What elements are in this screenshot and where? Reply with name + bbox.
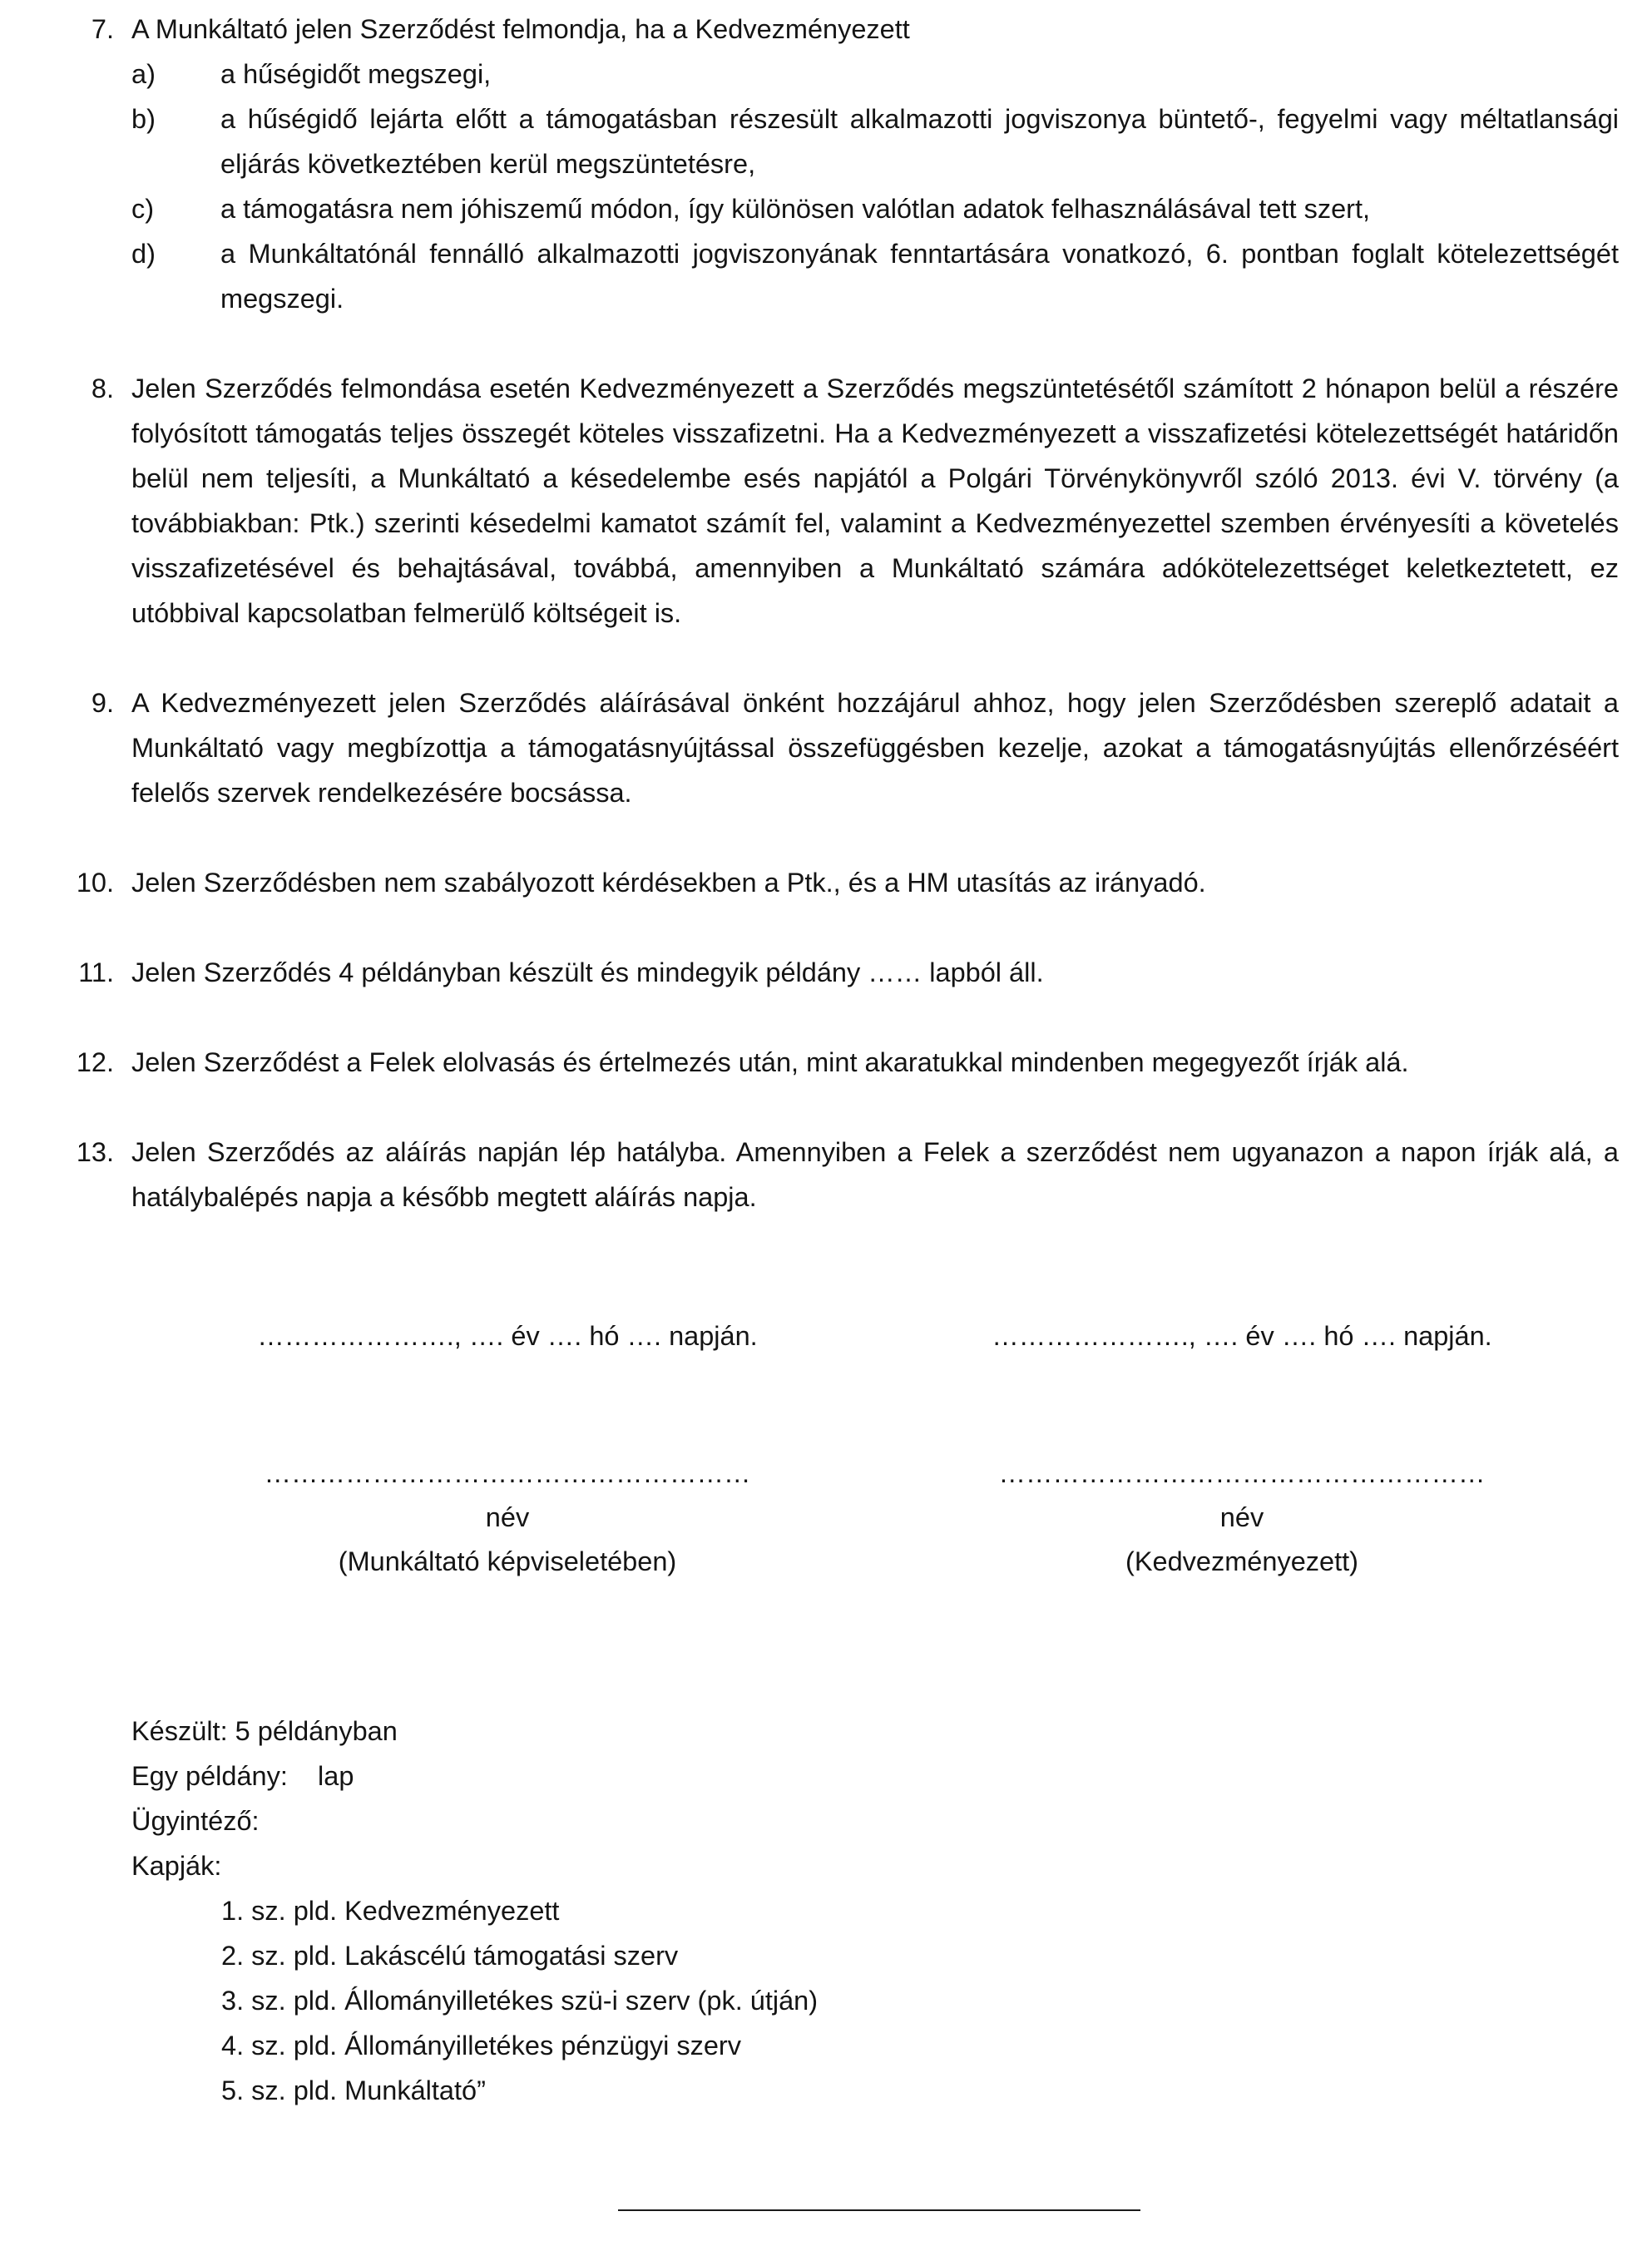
- subclause-text: a hűségidő lejárta előtt a támogatásban részesült alkalmazotti jogviszonya büntető-, fegyelmi vagy méltatlansági eljárás következtében kerül megszüntetésre,: [220, 104, 1619, 179]
- subclause-text: a hűségidőt megszegi,: [220, 59, 492, 89]
- list-item: 5. sz. pld. Munkáltató”: [221, 2075, 486, 2105]
- signature-line-right: ………………………………………………: [998, 1458, 1486, 1488]
- list-item: 2. sz. pld. Lakáscélú támogatási szerv: [221, 1941, 679, 1971]
- subclause-a: [131, 52, 1619, 96]
- list-item: 4. sz. pld. Állományilletékes pénzügyi szerv: [221, 2031, 742, 2060]
- signature-name-left: név: [485, 1502, 530, 1532]
- signature-role-right: (Kedvezményezett): [1125, 1546, 1358, 1576]
- subclause-letter: b): [131, 104, 156, 134]
- clause-9: [71, 680, 1619, 815]
- clause-text: Jelen Szerződést a Felek elolvasás és értelmezés után, mint akaratukkal mindenben megegyezőt írják alá.: [131, 1047, 1409, 1077]
- subclause-letter: a): [131, 59, 156, 89]
- subclause-letter: d): [131, 239, 156, 269]
- clause-text: Jelen Szerződés 4 példányban készült és mindegyik példány …… lapból áll.: [131, 957, 1044, 987]
- list-item: 3. sz. pld. Állományilletékes szü-i szerv (pk. útján): [221, 1986, 819, 2016]
- signature-date-right: …………………., …. év …. hó …. napján.: [992, 1321, 1492, 1351]
- subclause-b: [131, 96, 1619, 186]
- clause-text: A Munkáltató jelen Szerződést felmondja, ha a Kedvezményezett: [131, 14, 910, 44]
- clause-8: [71, 366, 1619, 636]
- clause-text: Jelen Szerződésben nem szabályozott kérdésekben a Ptk., és a HM utasítás az irányadó.: [131, 868, 1206, 898]
- subclause-d: [131, 231, 1619, 321]
- signature-role-left: (Munkáltató képviseletében): [338, 1546, 677, 1576]
- clause-number: 7.: [91, 14, 114, 44]
- signature-line-left: ………………………………………………: [264, 1458, 751, 1488]
- distribution-notes: [131, 1709, 818, 2113]
- recipients-label: Kapják:: [131, 1851, 222, 1881]
- clause-12: [71, 1040, 1619, 1085]
- clause-number: 9.: [91, 688, 114, 718]
- clause-number: 13.: [76, 1137, 114, 1167]
- clause-number: 8.: [91, 374, 114, 403]
- subclause-letter: c): [131, 194, 155, 224]
- clause-number: 10.: [76, 868, 114, 898]
- prepared-copies: Készült: 5 példányban: [131, 1716, 398, 1746]
- clause-10: [71, 860, 1619, 905]
- subclause-text: a Munkáltatónál fennálló alkalmazotti jogviszonyának fenntartására vonatkozó, 6. pontban foglalt kötelezettségét megszegi.: [220, 239, 1619, 314]
- clause-11: [71, 950, 1619, 995]
- clause-7: [71, 7, 1619, 321]
- list-item: 1. sz. pld. Kedvezményezett: [221, 1896, 560, 1926]
- clause-number: 12.: [76, 1047, 114, 1077]
- clause-text: Jelen Szerződés az aláírás napján lép hatályba. Amennyiben a Felek a szerződést nem ugyanazon a napon írják alá, a hatálybalépés napja a később megtett aláírás napja.: [131, 1137, 1619, 1212]
- subclause-text: a támogatásra nem jóhiszemű módon, így különösen valótlan adatok felhasználásával tett szert,: [220, 194, 1371, 224]
- clause-number: 11.: [78, 957, 114, 987]
- subclause-c: [131, 186, 1619, 231]
- copy-pages: Egy példány: lap: [131, 1761, 354, 1791]
- recipients-list: [221, 1888, 818, 2113]
- clause-text: Jelen Szerződés felmondása esetén Kedvezményezett a Szerződés megszüntetésétől számított 2 hónapon belül a részére folyósított támogatás teljes összegét köteles visszafizetni. Ha a Kedvezményezett a visszafizetési kötelezettségét határidőn belül nem teljesíti, a Munkáltató a késedelembe esés napjától a Polgári Törvénykönyvről szóló 2013. évi V. törvény (a továbbiakban: Ptk.) szerinti késedelmi kamatot számít fel, valamint a Kedvezményezettel szemben érvényesíti a követelés visszafizetésével és behajtásával, továbbá, amennyiben a Munkáltató számára adókötelezettséget keletkeztetett, ez utóbbival kapcsolatban felmerülő költségeit is.: [131, 374, 1619, 628]
- clause-text: A Kedvezményezett jelen Szerződés aláírásával önként hozzájárul ahhoz, hogy jelen Szerződésben szereplő adatait a Munkáltató vagy megbízottja a támogatásnyújtással összefüggésben kezelje, azokat a támogatásnyújtás ellenőrzéséért felelős szervek rendelkezésére bocsássa.: [131, 688, 1619, 808]
- clause-13: [71, 1130, 1619, 1219]
- administrator: Ügyintéző:: [131, 1806, 260, 1836]
- signature-name-right: név: [1219, 1502, 1264, 1532]
- signature-date-left: …………………., …. év …. hó …. napján.: [257, 1321, 758, 1351]
- bottom-divider: [618, 2209, 1140, 2211]
